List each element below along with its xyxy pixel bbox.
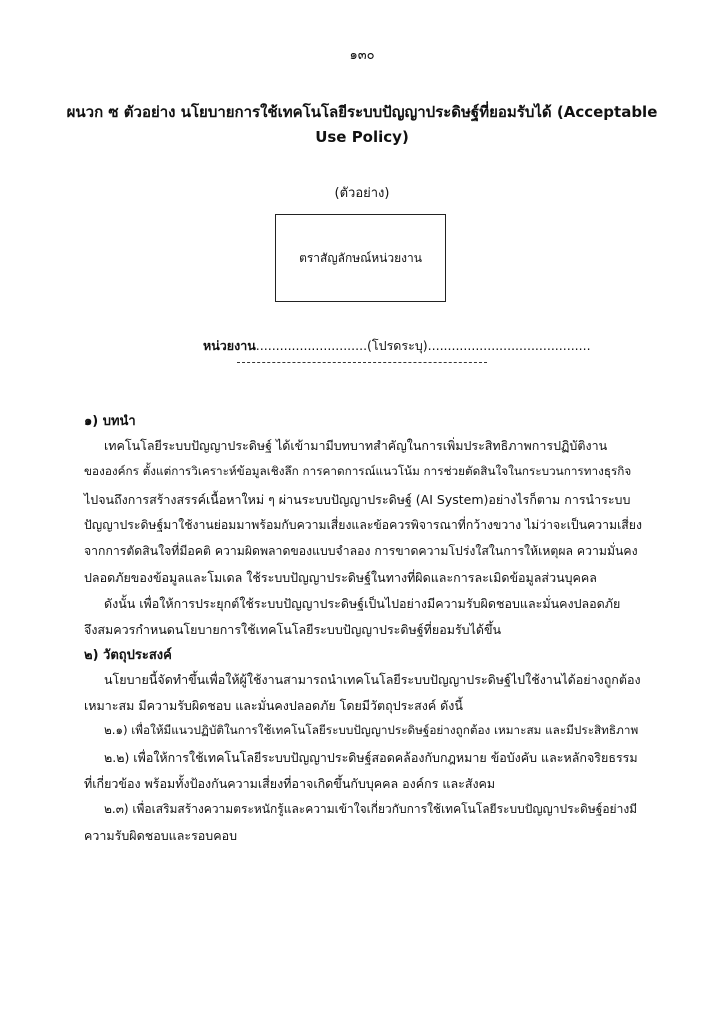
divider-dashed (237, 362, 487, 363)
paragraph-line: ปัญญาประดิษฐ์มาใช้งานย่อมมาพร้อมกับความเสี่ยงและข้อควรพิจารณาที่กว้างขวาง ไม่ว่าจะเป็นความเสี่ยง (84, 518, 642, 532)
paragraph-line: ขององค์กร ตั้งแต่การวิเคราะห์ข้อมูลเชิงลึก การคาดการณ์แนวโน้ม การช่วยตัดสินใจในกระบวนการทางธุรกิจ (84, 464, 632, 478)
unit-label: หน่วยงาน (203, 338, 256, 353)
document-title-line-1: ผนวก ซ ตัวอย่าง นโยบายการใช้เทคโนโลยีระบบปัญญาประดิษฐ์ที่ยอมรับได้ (Acceptable (66, 103, 658, 121)
paragraph-line: จึงสมควรกำหนดนโยบายการใช้เทคโนโลยีระบบปัญญาประดิษฐ์ที่ยอมรับได้ขึ้น (84, 622, 502, 637)
section-heading-intro: ๑) บทนำ (84, 414, 136, 429)
paragraph-line: เหมาะสม มีความรับผิดชอบ และมั่นคงปลอดภัย โดยมีวัตถุประสงค์ ดังนี้ (84, 698, 463, 713)
paragraph-line: ๒.๑) เพื่อให้มีแนวปฏิบัติในการใช้เทคโนโลยีระบบปัญญาประดิษฐ์อย่างถูกต้อง เหมาะสม และมีประสิทธิภาพ (104, 723, 639, 737)
paragraph-line: ความรับผิดชอบและรอบคอบ (84, 828, 238, 843)
section-heading-objectives: ๒) วัตถุประสงค์ (84, 648, 172, 663)
paragraph-line: ปลอดภัยของข้อมูลและโมเดล ใช้ระบบปัญญาประดิษฐ์ในทางที่ผิดและการละเมิดข้อมูลส่วนบุคคล (84, 570, 597, 585)
paragraph-line: ๒.๓) เพื่อเสริมสร้างความตระหนักรู้และความเข้าใจเกี่ยวกับการใช้เทคโนโลยีระบบปัญญาประดิษฐ์อย่างมี (104, 802, 638, 816)
agency-logo-placeholder (275, 214, 446, 302)
paragraph-line: ที่เกี่ยวข้อง พร้อมทั้งป้องกันความเสี่ยงที่อาจเกิดขึ้นกับบุคคล องค์กร และสังคม (84, 776, 496, 791)
unit-value: ............................(โปรดระบุ)......................................... (255, 338, 591, 353)
logo-placeholder-label: ตราสัญลักษณ์หน่วยงาน (299, 250, 422, 265)
paragraph-line: ๒.๒) เพื่อให้การใช้เทคโนโลยีระบบปัญญาประดิษฐ์สอดคล้องกับกฎหมาย ข้อบังคับ และหลักจริยธรรม (104, 750, 638, 765)
paragraph-line: ดังนั้น เพื่อให้การประยุกต์ใช้ระบบปัญญาประดิษฐ์เป็นไปอย่างมีความรับผิดชอบและมั่นคงปลอดภัย (104, 596, 621, 611)
document-title-line-2: Use Policy) (315, 128, 409, 146)
paragraph-line: ไปจนถึงการสร้างสรรค์เนื้อหาใหม่ ๆ ผ่านระบบปัญญาประดิษฐ์ (AI System)อย่างไรก็ตาม การนำระบบ (84, 492, 631, 507)
paragraph-line: นโยบายนี้จัดทำขึ้นเพื่อให้ผู้ใช้งานสามารถนำเทคโนโลยีระบบปัญญาประดิษฐ์ไปใช้งานได้อย่างถูกต้อง (104, 672, 641, 687)
page-number: ๑๓๐ (349, 48, 375, 63)
example-subtitle: (ตัวอย่าง) (334, 186, 390, 201)
unit-field-line (203, 336, 591, 356)
paragraph-line: เทคโนโลยีระบบปัญญาประดิษฐ์ ได้เข้ามามีบทบาทสำคัญในการเพิ่มประสิทธิภาพการปฏิบัติงาน (104, 438, 608, 453)
paragraph-line: จากการตัดสินใจที่มีอคติ ความผิดพลาดของแบบจำลอง การขาดความโปร่งใสในการให้เหตุผล ความมั่นคง (84, 544, 638, 558)
